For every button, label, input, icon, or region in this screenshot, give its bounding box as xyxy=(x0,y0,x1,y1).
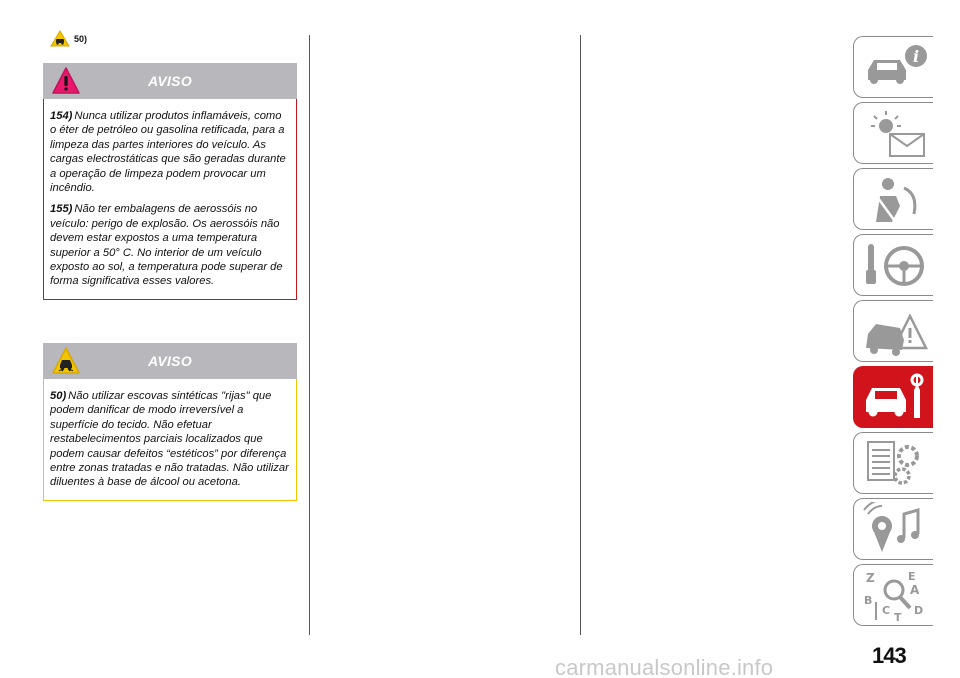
chapter-tab-maintenance[interactable] xyxy=(853,366,933,428)
chapter-tab-index[interactable] xyxy=(853,564,933,626)
car-maintenance-icon xyxy=(860,370,930,424)
warning-body xyxy=(43,99,297,300)
column-divider xyxy=(580,35,581,635)
chapter-tab-technical-data[interactable] xyxy=(853,432,933,494)
car-info-icon xyxy=(860,40,930,94)
item-text: Não ter embalagens de aerossóis no veículo: perigo de explosão. Os aerossóis não devem estar expostos a uma temperatura superior a 50° C. No interior de um veículo exposto ao sol, a temperatura pode superar de forma significativa esses valores. xyxy=(50,203,283,288)
index-alphabet-icon xyxy=(860,568,930,622)
warning-box-caution xyxy=(43,343,297,501)
specifications-gears-icon xyxy=(860,436,930,490)
warning-item xyxy=(50,109,290,195)
index-letter: B xyxy=(864,594,873,607)
index-letter: E xyxy=(908,570,916,583)
warning-item xyxy=(50,202,290,288)
warning-header xyxy=(43,343,297,379)
warning-header xyxy=(43,63,297,99)
watermark: carmanualsonline.info xyxy=(555,655,774,678)
index-letter: T xyxy=(894,611,902,622)
index-letter: D xyxy=(914,604,924,617)
top-reference xyxy=(50,30,87,47)
page-number: 143 xyxy=(872,643,906,668)
chapter-tab-multimedia[interactable] xyxy=(853,498,933,560)
item-reference: 155) xyxy=(50,203,73,216)
lights-message-icon xyxy=(860,106,930,160)
chapter-tab-car-info[interactable] xyxy=(853,36,933,98)
warning-box-danger xyxy=(43,63,297,300)
chapter-tab-starting-driving[interactable] xyxy=(853,234,933,296)
chapter-tab-safety[interactable] xyxy=(853,168,933,230)
warning-title: AVISO xyxy=(147,353,193,369)
item-reference: 50) xyxy=(50,390,67,402)
warning-body xyxy=(43,379,297,501)
car-skid-warning-icon xyxy=(50,30,70,47)
car-breakdown-icon xyxy=(860,304,930,358)
item-text: Não utilizar escovas sintéticas "rijas" que podem danificar de modo irreversível a superfície do tecido. Não efetuar restabelecimentos parciais localizados que podem causar defeitos “estéticos” por diferença entre zonas tratadas e não tratadas. Não utilizar diluentes à base de álcool ou acetona. xyxy=(50,390,289,489)
index-letter: C xyxy=(882,604,891,617)
warning-title: AVISO xyxy=(147,73,193,89)
key-steering-wheel-icon xyxy=(860,238,930,292)
column-divider xyxy=(309,35,310,635)
index-letter: A xyxy=(910,583,920,597)
seatbelt-airbag-icon xyxy=(860,172,930,226)
item-text: Nunca utilizar produtos inflamáveis, como o éter de petróleo ou gasolina retificada, para a limpeza das partes interiores do veículo. As cargas electrostáticas que são geradas durante a operação de limpeza podem provocar um incêndio. xyxy=(50,110,286,195)
multimedia-icon xyxy=(860,502,930,556)
warning-item xyxy=(50,389,290,490)
svg-text:i: i xyxy=(912,47,920,66)
chapter-tab-lights-messages[interactable] xyxy=(853,102,933,164)
chapter-tab-emergency[interactable] xyxy=(853,300,933,362)
reference-number: 50) xyxy=(74,33,88,44)
item-reference: 154) xyxy=(50,110,73,122)
index-letter: Z xyxy=(866,571,875,585)
